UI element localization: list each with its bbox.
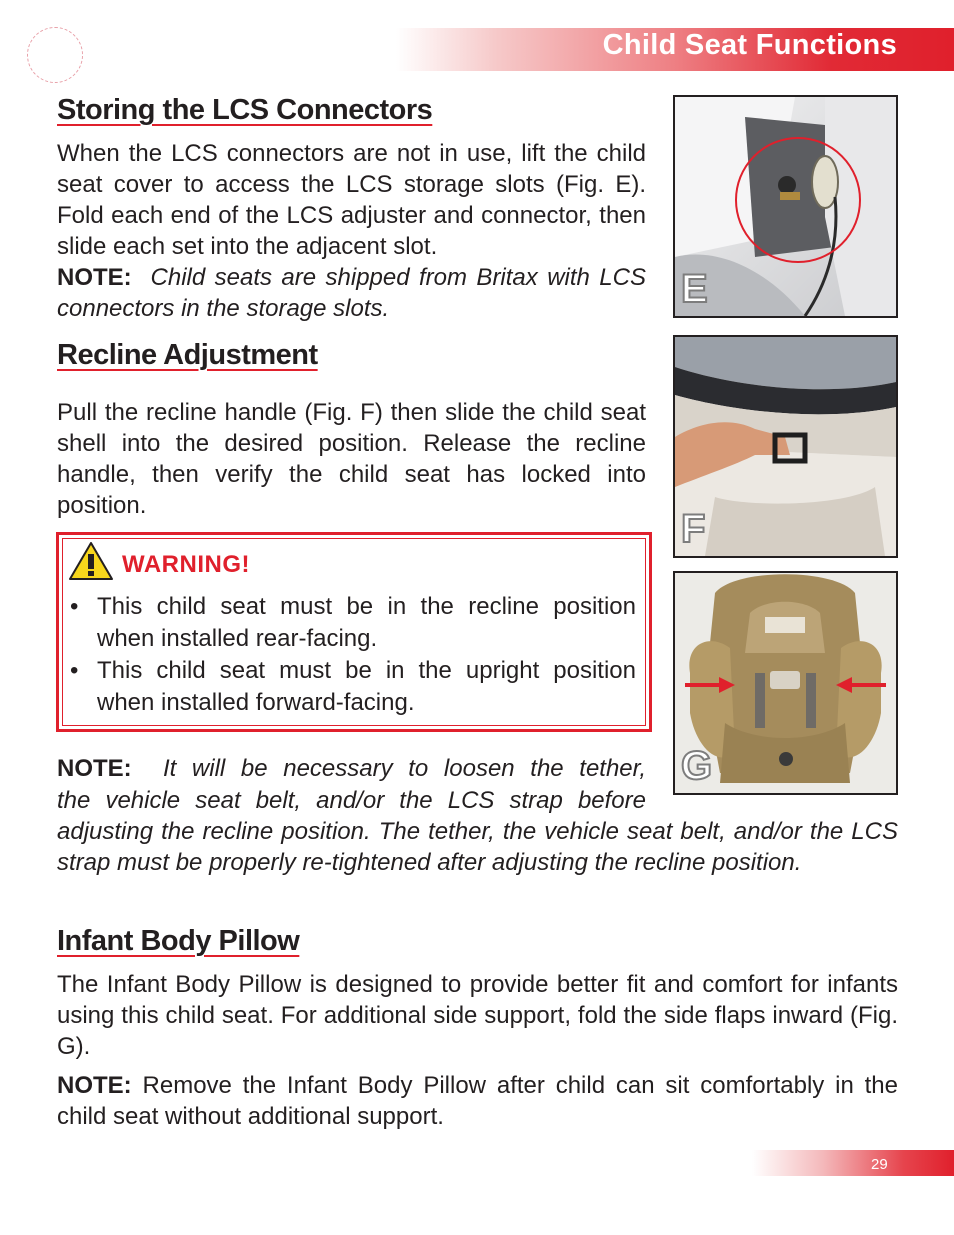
heading-storing-lcs: Storing the LCS Connectors (57, 94, 433, 126)
note-label: NOTE: (57, 755, 132, 782)
warning-title: WARNING! (122, 551, 250, 578)
bullet: • (70, 593, 79, 620)
footer-band (752, 1150, 954, 1176)
heading-infant-pillow: Infant Body Pillow (57, 925, 300, 957)
pillow-note (57, 1070, 898, 1132)
recline-note-text-1: It will be necessary to loosen the tether, (162, 755, 646, 782)
bullet: • (70, 657, 79, 684)
recline-note-line2: the vehicle seat belt, and/or the LCS strap before (57, 787, 646, 814)
heading-recline: Recline Adjustment (57, 339, 318, 371)
warning-item-text: This child seat must be in the recline position when installed rear-facing. (97, 593, 636, 652)
storing-body: When the LCS connectors are not in use, lift the child seat cover to access the LCS storage slots (Fig. E). Fold each end of the LCS adjuster and connector, then slide each set into the adjacent slot. (57, 140, 646, 260)
page-number: 29 (871, 1156, 888, 1173)
recline-body: Pull the recline handle (Fig. F) then slide the child seat shell into the desired position. Release the recline handle, then verify the child seat has locked into position. (57, 399, 646, 519)
binder-hole-mark (27, 27, 83, 83)
storing-note-text: Child seats are shipped from Britax with LCS connectors in the storage slots. (57, 264, 646, 322)
section-title: Child Seat Functions (602, 29, 897, 61)
pillow-note-text: Remove the Infant Body Pillow after child can sit comfortably in the child seat without additional support. (57, 1072, 898, 1130)
warning-item (70, 591, 636, 655)
note-label: NOTE: (57, 1072, 132, 1099)
figure-f-illustration (675, 337, 896, 556)
pillow-body: The Infant Body Pillow is designed to provide better fit and comfort for infants using this child seat. For additional side support, fold the side flaps inward (Fig. G). (57, 971, 898, 1060)
figure-label-f: F (681, 507, 706, 551)
recline-note-line1 (57, 753, 646, 784)
recline-note-rest: adjusting the recline position. The tether, the vehicle seat belt, and/or the LCS strap must be properly re-tightened after adjusting the recline position. (57, 818, 898, 876)
figure-e-illustration (675, 97, 896, 316)
storing-note (57, 262, 646, 324)
note-label: NOTE: (57, 264, 132, 291)
warning-triangle-icon (68, 541, 114, 581)
figure-e-lcs-storage-photo (673, 95, 898, 318)
warning-list (70, 591, 636, 719)
figure-f-recline-handle-photo (673, 335, 898, 558)
figure-label-g: G (681, 744, 713, 788)
figure-g-infant-pillow-photo (673, 571, 898, 795)
figure-label-e: E (681, 267, 708, 311)
warning-item-text: This child seat must be in the upright position when installed forward-facing. (97, 657, 636, 716)
warning-item (70, 655, 636, 719)
